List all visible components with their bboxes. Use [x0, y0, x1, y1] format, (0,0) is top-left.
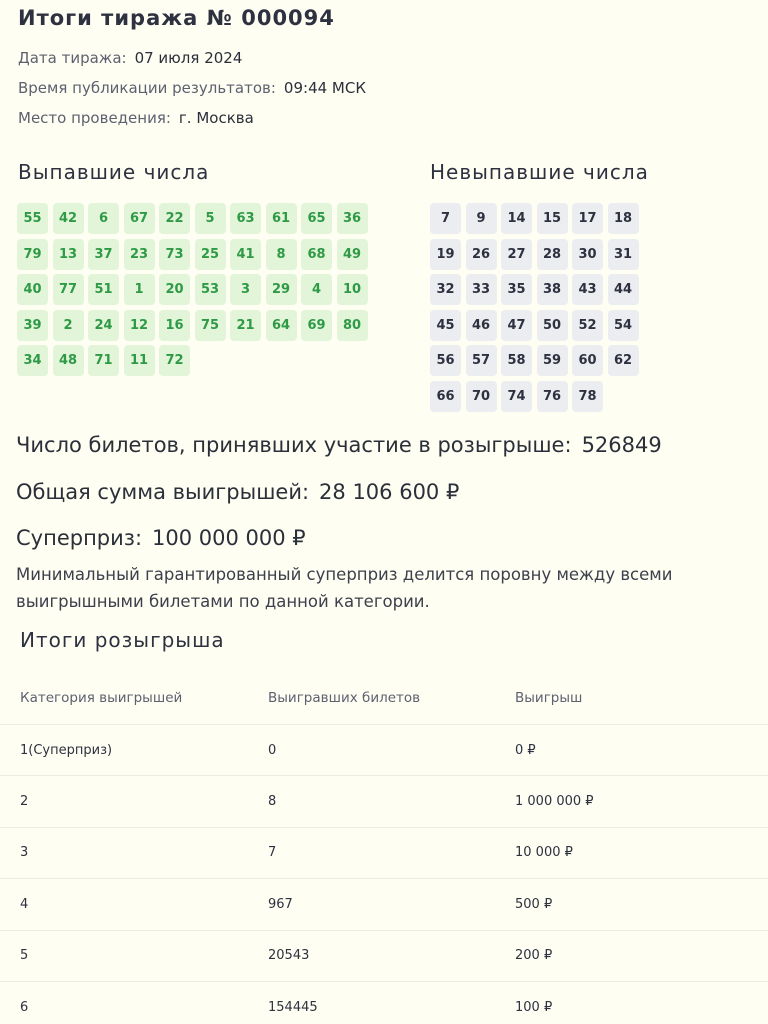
total-winnings-row: [16, 480, 459, 504]
table-row: [0, 982, 768, 1024]
draw-date-value: 07 июля 2024: [134, 49, 243, 67]
drawn-number: 11: [124, 345, 155, 376]
drawn-number: 39: [17, 310, 48, 341]
tickets-count-label: Число билетов, принявших участие в розыгрыше:: [16, 433, 572, 457]
results-table: [0, 672, 768, 1024]
drawn-number: 65: [301, 203, 332, 234]
table-row: [0, 828, 768, 879]
drawn-number: 49: [337, 239, 368, 270]
drawn-number: 23: [124, 239, 155, 270]
drawn-number: 25: [195, 239, 226, 270]
drawn-number: 77: [53, 274, 84, 305]
category-cell: 4: [20, 896, 29, 912]
column-header-category: Категория выигрышей: [20, 690, 183, 706]
winners-cell: 967: [268, 896, 293, 912]
drawn-number: 13: [53, 239, 84, 270]
category-cell: 2: [20, 794, 29, 810]
drawn-number: 12: [124, 310, 155, 341]
total-winnings-label: Общая сумма выигрышей:: [16, 480, 310, 504]
not-drawn-number: 30: [572, 239, 603, 270]
not-drawn-number: 59: [537, 345, 568, 376]
drawn-number: 6: [88, 203, 119, 234]
not-drawn-number: 7: [430, 203, 461, 234]
drawn-number: 61: [266, 203, 297, 234]
drawn-number: 21: [230, 310, 261, 341]
not-drawn-numbers-heading: Невыпавшие числа: [430, 160, 649, 184]
drawn-number: 48: [53, 345, 84, 376]
not-drawn-number: 76: [537, 381, 568, 412]
drawn-number: 64: [266, 310, 297, 341]
drawn-number: 80: [337, 310, 368, 341]
winners-cell: 8: [268, 794, 277, 810]
column-header-winners: Выигравших билетов: [268, 690, 421, 706]
not-drawn-number: 18: [608, 203, 639, 234]
tickets-count-row: [16, 433, 662, 457]
drawn-number: 42: [53, 203, 84, 234]
results-table-header: [0, 672, 768, 725]
not-drawn-number: 33: [466, 274, 497, 305]
drawn-number: 29: [266, 274, 297, 305]
not-drawn-number: 62: [608, 345, 639, 376]
not-drawn-number: 52: [572, 310, 603, 341]
drawn-number: 1: [124, 274, 155, 305]
drawn-number: 53: [195, 274, 226, 305]
drawn-number: 34: [17, 345, 48, 376]
prize-cell: 100 ₽: [515, 1000, 553, 1016]
winners-cell: 154445: [268, 1000, 318, 1016]
not-drawn-number: 31: [608, 239, 639, 270]
not-drawn-number: 47: [501, 310, 532, 341]
drawn-number: 72: [159, 345, 190, 376]
drawn-numbers-grid: [17, 203, 368, 376]
drawn-number: 40: [17, 274, 48, 305]
page-title: Итоги тиража № 000094: [18, 6, 335, 30]
not-drawn-number: 58: [501, 345, 532, 376]
location-label: Место проведения:: [18, 109, 171, 127]
prize-cell: 0 ₽: [515, 742, 536, 758]
not-drawn-number: 28: [537, 239, 568, 270]
drawn-number: 8: [266, 239, 297, 270]
drawn-number: 41: [230, 239, 261, 270]
category-cell: 5: [20, 948, 29, 964]
winners-cell: 0: [268, 742, 277, 758]
publish-time-label: Время публикации результатов:: [18, 79, 276, 97]
drawn-number: 3: [230, 274, 261, 305]
not-drawn-number: 50: [537, 310, 568, 341]
superprize-row: [16, 526, 306, 550]
drawn-number: 75: [195, 310, 226, 341]
not-drawn-number: 70: [466, 381, 497, 412]
table-row: [0, 776, 768, 827]
drawn-number: 71: [88, 345, 119, 376]
drawn-numbers-heading: Выпавшие числа: [18, 160, 210, 184]
not-drawn-number: 17: [572, 203, 603, 234]
not-drawn-number: 66: [430, 381, 461, 412]
prize-cell: 1 000 000 ₽: [515, 794, 594, 810]
not-drawn-numbers-grid: [430, 203, 639, 412]
publish-time-value: 09:44 МСК: [283, 79, 366, 97]
not-drawn-number: 78: [572, 381, 603, 412]
drawn-number: 73: [159, 239, 190, 270]
not-drawn-number: 14: [501, 203, 532, 234]
superprize-note: Минимальный гарантированный суперприз делится поровну между всеми выигрышными билетами по данной категории.: [16, 565, 673, 611]
winners-cell: 20543: [268, 948, 310, 964]
not-drawn-number: 27: [501, 239, 532, 270]
drawn-number: 51: [88, 274, 119, 305]
prize-cell: 500 ₽: [515, 896, 553, 912]
table-row: [0, 931, 768, 982]
drawn-number: 37: [88, 239, 119, 270]
not-drawn-number: 60: [572, 345, 603, 376]
publish-time-row: [18, 79, 366, 97]
prize-cell: 10 000 ₽: [515, 845, 573, 861]
drawn-number: 24: [88, 310, 119, 341]
not-drawn-number: 56: [430, 345, 461, 376]
drawn-number: 22: [159, 203, 190, 234]
not-drawn-number: 43: [572, 274, 603, 305]
not-drawn-number: 35: [501, 274, 532, 305]
drawn-number: 68: [301, 239, 332, 270]
winners-cell: 7: [268, 845, 277, 861]
location-row: [18, 109, 254, 127]
drawn-number: 10: [337, 274, 368, 305]
table-row: [0, 879, 768, 930]
tickets-count-value: 526849: [581, 433, 662, 457]
drawn-number: 79: [17, 239, 48, 270]
category-cell: 6: [20, 1000, 29, 1016]
superprize-label: Суперприз:: [16, 526, 143, 550]
draw-date-label: Дата тиража:: [18, 49, 127, 67]
not-drawn-number: 26: [466, 239, 497, 270]
not-drawn-number: 57: [466, 345, 497, 376]
drawn-number: 4: [301, 274, 332, 305]
drawn-number: 5: [195, 203, 226, 234]
draw-date-row: [18, 49, 242, 67]
location-value: г. Москва: [178, 109, 254, 127]
total-winnings-value: 28 106 600 ₽: [319, 480, 460, 504]
category-cell: 1(Суперприз): [20, 742, 113, 758]
not-drawn-number: 15: [537, 203, 568, 234]
drawn-number: 63: [230, 203, 261, 234]
not-drawn-number: 38: [537, 274, 568, 305]
not-drawn-number: 46: [466, 310, 497, 341]
drawn-number: 55: [17, 203, 48, 234]
column-header-prize: Выигрыш: [515, 690, 583, 706]
superprize-value: 100 000 000 ₽: [152, 526, 306, 550]
prize-cell: 200 ₽: [515, 948, 553, 964]
not-drawn-number: 9: [466, 203, 497, 234]
not-drawn-number: 44: [608, 274, 639, 305]
not-drawn-number: 45: [430, 310, 461, 341]
not-drawn-number: 19: [430, 239, 461, 270]
drawn-number: 2: [53, 310, 84, 341]
drawn-number: 67: [124, 203, 155, 234]
table-row: [0, 725, 768, 776]
not-drawn-number: 74: [501, 381, 532, 412]
not-drawn-number: 32: [430, 274, 461, 305]
drawn-number: 16: [159, 310, 190, 341]
results-heading: Итоги розыгрыша: [20, 628, 225, 652]
not-drawn-number: 54: [608, 310, 639, 341]
drawn-number: 36: [337, 203, 368, 234]
category-cell: 3: [20, 845, 29, 861]
drawn-number: 20: [159, 274, 190, 305]
drawn-number: 69: [301, 310, 332, 341]
